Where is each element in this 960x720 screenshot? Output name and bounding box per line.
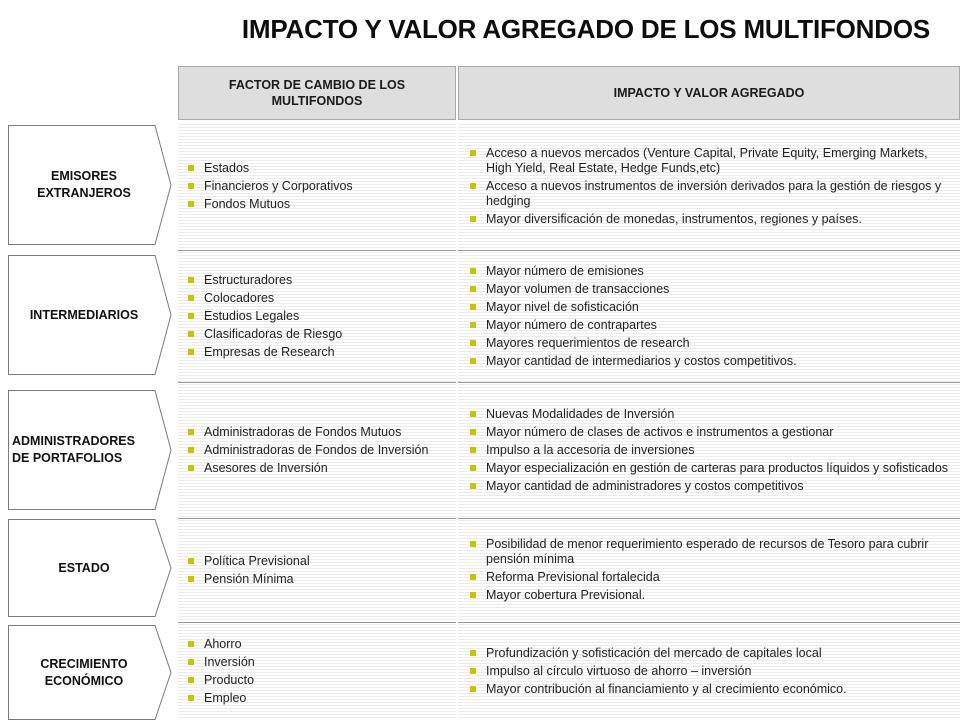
row-label [8, 519, 160, 617]
impact-cell [468, 518, 954, 622]
impact-item [468, 282, 954, 297]
impact-cell [468, 250, 954, 382]
row-label [8, 125, 160, 245]
square-bullet-icon [188, 465, 194, 471]
header-factor: FACTOR DE CAMBIO DE LOS MULTIFONDOS [178, 66, 456, 120]
impact-item [468, 443, 954, 458]
square-bullet-icon [470, 650, 476, 656]
impact-text: Reforma Previsional fortalecida [486, 570, 660, 584]
impact-item [468, 479, 954, 494]
impact-list [468, 143, 954, 230]
factor-item [186, 691, 454, 706]
row-label-line: EMISORES [51, 169, 117, 183]
impact-item [468, 212, 954, 227]
impact-list [468, 643, 954, 700]
impact-text: Mayores requerimientos de research [486, 335, 690, 350]
square-bullet-icon [470, 465, 476, 471]
impact-item [468, 664, 954, 679]
row-label [8, 625, 160, 720]
impact-item [468, 425, 954, 440]
row-label [8, 390, 160, 510]
factor-item [186, 443, 454, 458]
factor-cell [186, 382, 454, 518]
row-label-line: INTERMEDIARIOS [29, 307, 139, 322]
square-bullet-icon [470, 483, 476, 489]
impact-text: Mayor especialización en gestión de carteras para productos líquidos y sofisticados [486, 460, 949, 475]
impact-cell [468, 122, 954, 250]
row-label-line: ECONÓMICO [44, 673, 124, 688]
impact-text: Mayor cobertura Previsional. [486, 588, 646, 602]
factor-list [186, 270, 454, 363]
square-bullet-icon [188, 313, 194, 319]
factor-text: Clasificadoras de Riesgo [204, 326, 343, 341]
row-label-line: DE PORTAFOLIOS [12, 451, 123, 465]
row-label-arrow [8, 255, 172, 375]
square-bullet-icon [188, 295, 194, 301]
square-bullet-icon [188, 349, 194, 355]
factor-text: Administradoras de Fondos Mutuos [204, 424, 402, 439]
impact-item [468, 300, 954, 315]
factor-text: Pensión Mínima [204, 571, 294, 586]
impact-cell [468, 382, 954, 518]
factor-list [186, 634, 454, 709]
impact-text: Mayor nivel de sofisticación [486, 299, 639, 314]
factor-item [186, 655, 454, 670]
impact-list [468, 261, 954, 372]
impact-item [468, 646, 954, 661]
impact-text: Impulso al círculo virtuoso de ahorro – inversión [486, 663, 752, 678]
impact-text: Acceso a nuevos instrumentos de inversión derivados para la gestión de riesgos y hedging [486, 178, 942, 208]
square-bullet-icon [470, 411, 476, 417]
square-bullet-icon [188, 641, 194, 647]
square-bullet-icon [470, 541, 476, 547]
square-bullet-icon [470, 574, 476, 580]
factor-text: Empleo [204, 690, 247, 705]
factor-item [186, 572, 454, 587]
factor-text: Política Previsional [204, 553, 310, 568]
square-bullet-icon [470, 268, 476, 274]
square-bullet-icon [470, 216, 476, 222]
impact-item [468, 588, 954, 603]
impact-item [468, 336, 954, 351]
factor-item [186, 327, 454, 342]
square-bullet-icon [188, 576, 194, 582]
square-bullet-icon [470, 150, 476, 156]
square-bullet-icon [188, 331, 194, 337]
factor-list [186, 551, 454, 590]
impact-text: Mayor contribución al financiamiento y al crecimiento económico. [486, 681, 847, 696]
impact-item [468, 682, 954, 697]
square-bullet-icon [188, 165, 194, 171]
row-label-arrow [8, 390, 172, 510]
square-bullet-icon [188, 447, 194, 453]
impact-list [468, 404, 954, 497]
impact-item [468, 179, 954, 209]
page-title: IMPACTO Y VALOR AGREGADO DE LOS MULTIFONDOS [241, 14, 930, 44]
square-bullet-icon [470, 447, 476, 453]
impact-item [468, 407, 954, 422]
factor-list [186, 422, 454, 479]
impact-text: Mayor número de clases de activos e instrumentos a gestionar [486, 424, 834, 439]
square-bullet-icon [470, 668, 476, 674]
square-bullet-icon [470, 686, 476, 692]
factor-text: Ahorro [204, 636, 242, 651]
square-bullet-icon [188, 183, 194, 189]
row-label-arrow [8, 625, 172, 720]
header-impacto: IMPACTO Y VALOR AGREGADO [458, 66, 960, 120]
factor-item [186, 554, 454, 569]
factor-item [186, 197, 454, 212]
square-bullet-icon [470, 340, 476, 346]
factor-text: Fondos Mutuos [204, 196, 291, 211]
factor-cell [186, 122, 454, 250]
square-bullet-icon [470, 429, 476, 435]
impact-item [468, 537, 954, 567]
factor-text: Estructuradores [204, 272, 293, 287]
impact-item [468, 264, 954, 279]
impact-item [468, 354, 954, 369]
square-bullet-icon [188, 677, 194, 683]
factor-item [186, 461, 454, 476]
impact-item [468, 570, 954, 585]
row-label-line: ESTADO [58, 560, 110, 575]
impact-text: Mayor número de emisiones [486, 263, 644, 278]
impact-list [468, 534, 954, 606]
impact-text: Mayor diversificación de monedas, instrumentos, regiones y países. [486, 211, 862, 226]
impact-text: Mayor número de contrapartes [486, 317, 657, 332]
impact-item [468, 461, 954, 476]
square-bullet-icon [188, 695, 194, 701]
square-bullet-icon [470, 592, 476, 598]
factor-item [186, 345, 454, 360]
factor-text: Asesores de Inversión [204, 460, 328, 475]
square-bullet-icon [470, 358, 476, 364]
square-bullet-icon [188, 201, 194, 207]
impact-item [468, 146, 954, 176]
square-bullet-icon [470, 286, 476, 292]
factor-list [186, 158, 454, 215]
factor-item [186, 291, 454, 306]
row-label-line: EXTRANJEROS [37, 186, 131, 200]
row-label-arrow [8, 125, 172, 245]
impact-cell [468, 622, 954, 720]
impact-text: Impulso a la accesoria de inversiones [486, 442, 695, 457]
factor-item [186, 425, 454, 440]
factor-item [186, 637, 454, 652]
factor-text: Empresas de Research [204, 344, 335, 359]
impact-text: Mayor cantidad de administradores y costos competitivos [486, 478, 804, 493]
factor-cell [186, 518, 454, 622]
square-bullet-icon [188, 659, 194, 665]
square-bullet-icon [188, 429, 194, 435]
square-bullet-icon [188, 277, 194, 283]
impact-text: Profundización y sofisticación del mercado de capitales local [486, 645, 822, 660]
row-label-line: ADMINISTRADORES [12, 434, 135, 448]
factor-cell [186, 250, 454, 382]
column-divider [456, 120, 458, 720]
factor-text: Colocadores [204, 290, 275, 305]
row-label [8, 255, 160, 375]
impact-item [468, 318, 954, 333]
factor-cell [186, 622, 454, 720]
factor-item [186, 273, 454, 288]
impact-text: Mayor cantidad de intermediarios y costos competitivos. [486, 353, 797, 368]
row-label-line: CRECIMIENTO [40, 656, 128, 671]
factor-text: Producto [204, 672, 255, 687]
impact-text: Nuevas Modalidades de Inversión [486, 406, 675, 421]
square-bullet-icon [188, 558, 194, 564]
factor-text: Financieros y Corporativos [204, 178, 353, 193]
factor-text: Inversión [204, 654, 255, 669]
factor-text: Estudios Legales [204, 308, 300, 323]
factor-item [186, 309, 454, 324]
factor-item [186, 179, 454, 194]
impact-text: Mayor volumen de transacciones [486, 281, 670, 296]
factor-item [186, 673, 454, 688]
factor-item [186, 161, 454, 176]
impact-text: Posibilidad de menor requerimiento esperado de recursos de Tesoro para cubrir pensión mínima [486, 537, 929, 566]
square-bullet-icon [470, 304, 476, 310]
square-bullet-icon [470, 322, 476, 328]
row-label-arrow [8, 519, 172, 617]
factor-text: Administradoras de Fondos de Inversión [204, 442, 429, 457]
impact-text: Acceso a nuevos mercados (Venture Capital, Private Equity, Emerging Markets, High Yield, Real Estate, Hedge Funds,etc) [486, 145, 928, 175]
factor-text: Estados [204, 160, 250, 175]
square-bullet-icon [470, 183, 476, 189]
